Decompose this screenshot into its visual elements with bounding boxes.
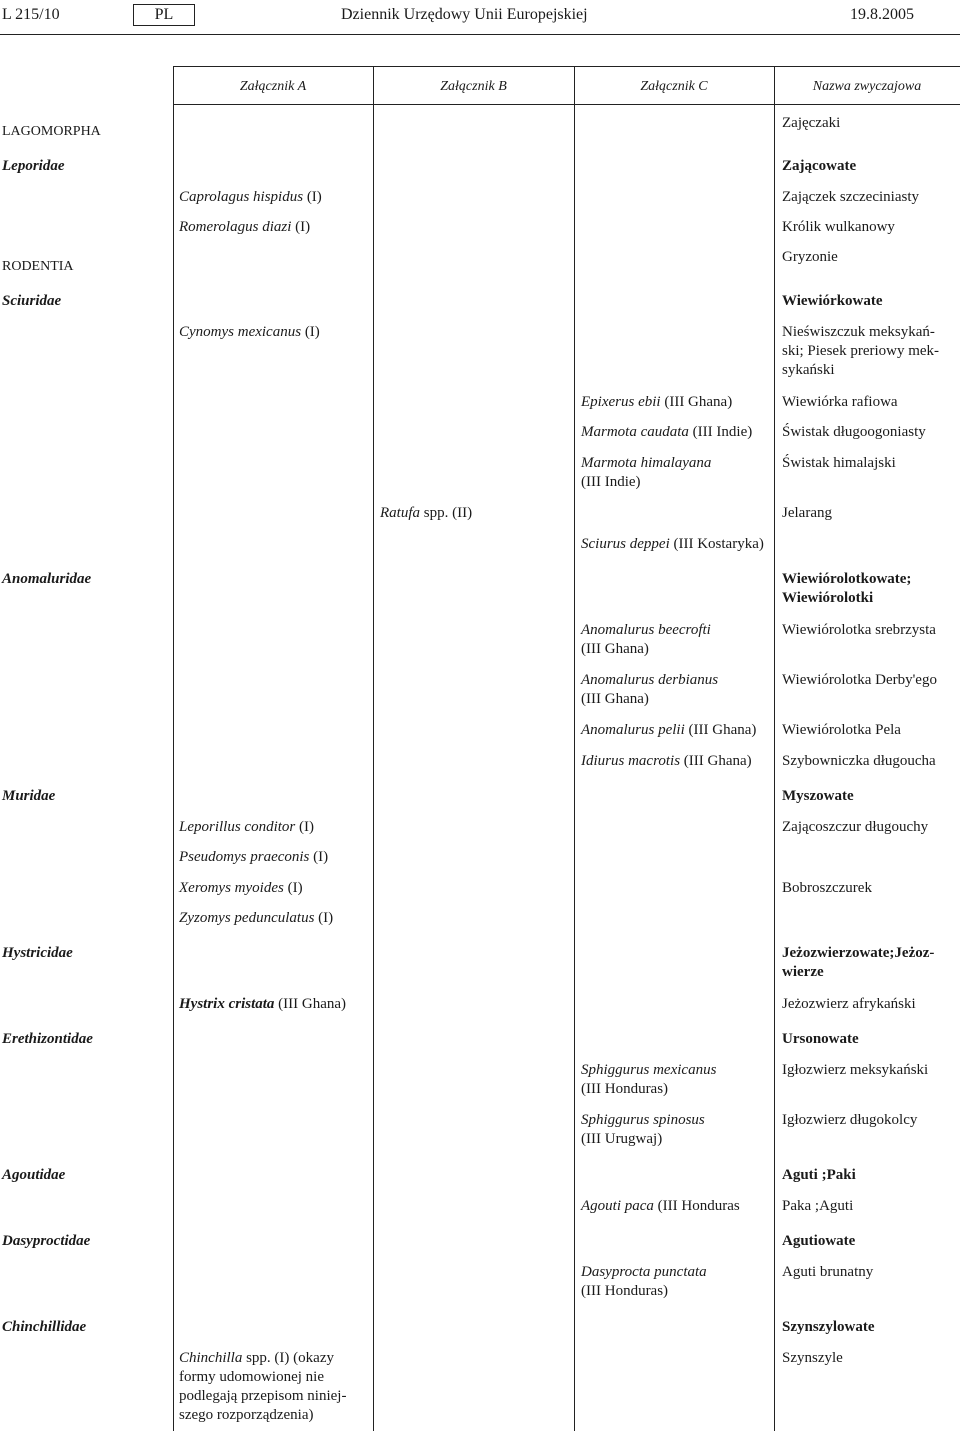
journal-title: Dziennik Urzędowy Unii Europejskiej (341, 6, 588, 23)
family-common-name: Zającowate (782, 158, 857, 174)
column-header-common-name: Nazwa zwyczajowa (812, 79, 922, 94)
family-name: Leporidae (2, 158, 65, 174)
column-divider-common (774, 66, 775, 1431)
family-common-name: Szynszylowate (782, 1319, 875, 1335)
table-top-border (173, 66, 960, 67)
family-name: Sciuridae (2, 293, 62, 309)
common-name: Bobroszczurek (782, 880, 872, 896)
species-annex-a: Chinchilla spp. (I) (okazy formy udomowionej nie podlegają przepisom niniej- szego rozporządzenia) (179, 1350, 347, 1423)
family-name: Chinchillidae (2, 1319, 87, 1335)
species-annex-c: Sciurus deppei (III Kostaryka) (581, 536, 764, 552)
common-name: Królik wulkanowy (782, 219, 895, 235)
common-name: Jeżozwierz afrykański (782, 996, 916, 1012)
family-common-name: Jeżozwierzowate;Jeżoz- wierze (782, 945, 935, 980)
column-divider-b (373, 66, 374, 1431)
common-name: Zajączek szczeciniasty (782, 189, 919, 205)
family-name: Muridae (2, 788, 56, 804)
species-annex-c: Anomalurus derbianus (III Ghana) (581, 672, 719, 707)
page-reference: L 215/10 (2, 6, 60, 23)
common-name: Zającoszczur długouchy (782, 819, 929, 835)
common-name: Wiewiórolotka Pela (782, 722, 901, 738)
common-name: Igłozwierz długokolcy (782, 1112, 918, 1128)
species-annex-c: Marmota himalayana (III Indie) (581, 455, 712, 490)
species-annex-a: Xeromys myoides (I) (179, 880, 303, 896)
family-name: Anomaluridae (2, 571, 92, 587)
species-annex-a: Caprolagus hispidus (I) (179, 189, 322, 205)
species-annex-c: Marmota caudata (III Indie) (581, 424, 753, 440)
column-header-annex-b: Załącznik B (440, 79, 507, 94)
species-annex-c: Dasyprocta punctata (III Honduras) (581, 1264, 707, 1299)
language-badge: PL (133, 4, 195, 26)
species-annex-b: Ratufa spp. (II) (380, 505, 473, 521)
family-name: Dasyproctidae (2, 1233, 91, 1249)
common-name: Szynszyle (782, 1350, 843, 1366)
species-annex-a: Leporillus conditor (I) (179, 819, 315, 835)
family-name: Hystricidae (2, 945, 73, 961)
family-common-name: Agutiowate (782, 1233, 856, 1249)
species-annex-a: Hystrix cristata (III Ghana) (179, 996, 347, 1012)
species-annex-c: Idiurus macrotis (III Ghana) (581, 753, 752, 769)
common-name: Nieświszczuk meksykań- ski; Piesek preriowy mek- sykański (782, 324, 940, 378)
common-name: Gryzonie (782, 249, 838, 265)
common-name: Zajęczaki (782, 115, 841, 131)
species-annex-a: Zyzomys pedunculatus (I) (179, 910, 334, 926)
common-name: Wiewiórolotka Derby'ego (782, 672, 937, 688)
family-name: Erethizontidae (2, 1031, 93, 1047)
common-name: Świstak himalajski (782, 455, 896, 471)
common-name: Paka ;Aguti (782, 1198, 854, 1214)
family-common-name: Myszowate (782, 788, 854, 804)
order-name: LAGOMORPHA (2, 124, 101, 139)
species-annex-a: Romerolagus diazi (I) (179, 219, 311, 235)
species-annex-c: Sphiggurus spinosus (III Urugwaj) (581, 1112, 705, 1147)
family-common-name: Wiewiórkowate (782, 293, 883, 309)
species-annex-c: Epixerus ebii (III Ghana) (581, 394, 733, 410)
family-name: Agoutidae (2, 1167, 66, 1183)
publication-date: 19.8.2005 (850, 6, 914, 23)
common-name: Wiewiórolotka srebrzysta (782, 622, 936, 638)
common-name: Jelarang (782, 505, 832, 521)
column-header-annex-c: Załącznik C (640, 79, 708, 94)
order-name: RODENTIA (2, 259, 74, 274)
common-name: Wiewiórka rafiowa (782, 394, 898, 410)
family-common-name: Aguti ;Paki (782, 1167, 856, 1183)
species-annex-c: Sphiggurus mexicanus (III Honduras) (581, 1062, 717, 1097)
common-name: Aguti brunatny (782, 1264, 874, 1280)
common-name: Świstak długoogoniasty (782, 424, 926, 440)
family-common-name: Ursonowate (782, 1031, 859, 1047)
common-name: Szybowniczka długoucha (782, 753, 936, 769)
species-annex-a: Cynomys mexicanus (I) (179, 324, 320, 340)
column-divider-c (574, 66, 575, 1431)
species-annex-c: Anomalurus pelii (III Ghana) (581, 722, 757, 738)
common-name: Igłozwierz meksykański (782, 1062, 929, 1078)
species-annex-c: Anomalurus beecrofti (III Ghana) (581, 622, 711, 657)
column-header-annex-a: Załącznik A (239, 79, 307, 94)
family-common-name: Wiewiórolotkowate; Wiewiórolotki (782, 571, 912, 606)
column-divider-a (173, 66, 174, 1431)
species-annex-a: Pseudomys praeconis (I) (179, 849, 329, 865)
header-rule (0, 34, 960, 35)
species-annex-c: Agouti paca (III Honduras (581, 1198, 740, 1214)
table-header-border (173, 104, 960, 105)
